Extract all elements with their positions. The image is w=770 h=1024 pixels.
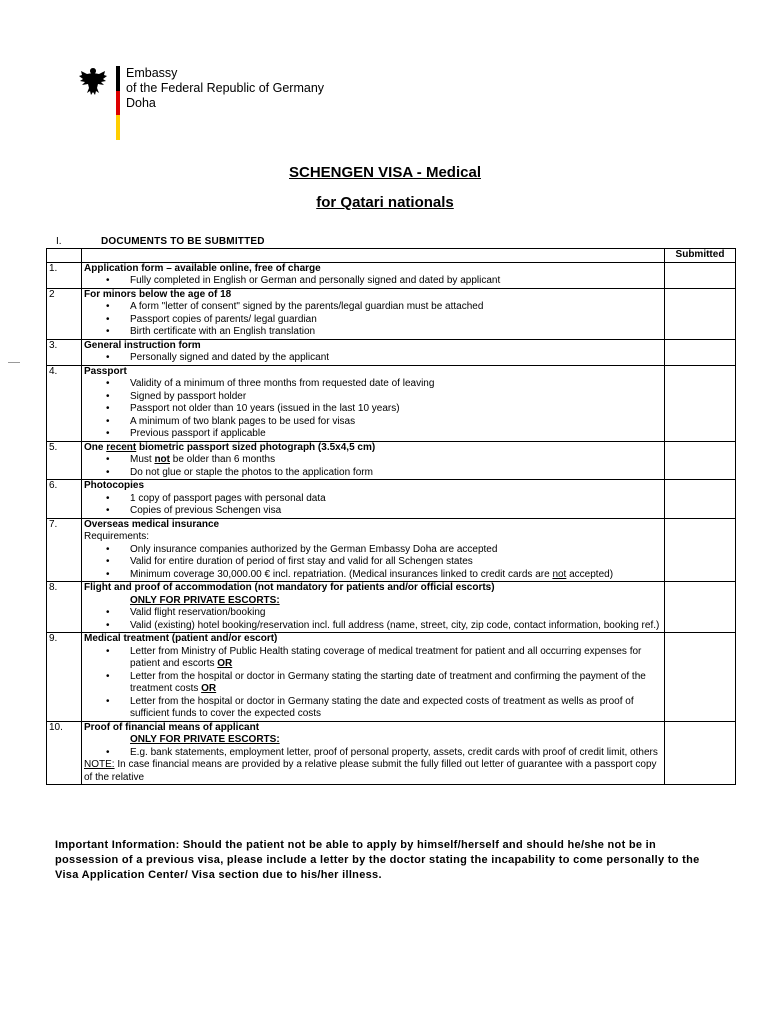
note-text: In case financial means are provided by a relative please submit the fully filled out letter of guarantee with a passport copy of the relative [84,759,657,783]
list-item: • Letter from the hospital or doctor in Germany stating the date and expected costs of treatment as wells as proof of sufficient funds to cover the expected costs [84,696,662,721]
list-item: • Copies of previous Schengen visa [84,505,662,518]
list-item [84,646,662,671]
row-heading: Medical treatment (patient and/or escort) [84,633,278,644]
margin-mark [8,362,20,363]
item-text: Letter from Ministry of Public Health stating coverage of medical treatment for patient and all occurring expenses for patient and escorts [130,645,642,669]
table-row [47,480,736,519]
embassy-line-1: Embassy [126,66,178,80]
item-text: accepted) [566,568,614,580]
row-number: 7. [47,518,82,582]
section-number: I. [56,236,62,247]
row-number: 10. [47,721,82,785]
table-row [47,582,736,633]
row-number: 9. [47,633,82,722]
list-item [84,569,662,582]
row-heading: Passport [84,365,127,377]
embassy-line-2: of the Federal Republic of Germany [126,81,325,95]
row-number: 6. [47,480,82,519]
row-subheading: ONLY FOR PRIVATE ESCORTS: [130,594,280,606]
requirements-label: Requirements: [84,531,150,542]
row-number: 8. [47,582,82,633]
embassy-line-3: Doha [126,96,156,110]
section-title: DOCUMENTS TO BE SUBMITTED [101,236,265,247]
row-heading [84,442,662,455]
row-heading: For minors below the age of 18 [84,288,232,300]
submitted-checkbox-cell[interactable] [665,633,736,722]
row-number: 5. [47,441,82,480]
important-information: Important Information: Should the patient not be able to apply by himself/herself and should he/she not be in possession of a previous visa, please include a letter by the doctor stating the incapability to come personally to the Visa Application Center/ Visa section due to his/her illness. [55,839,700,881]
federal-eagle-icon [78,66,108,98]
row-heading: General instruction form [84,339,201,351]
note-label: NOTE: [84,759,115,770]
submitted-checkbox-cell[interactable] [665,365,736,441]
submitted-checkbox-cell[interactable] [665,339,736,365]
submitted-checkbox-cell[interactable] [665,262,736,288]
item-or: OR [217,658,233,669]
list-item: • Birth certificate with an English translation [84,326,662,339]
submitted-checkbox-cell[interactable] [665,480,736,519]
row-subheading: ONLY FOR PRIVATE ESCORTS: [130,734,280,745]
item-text: Letter from the hospital or doctor in Germany stating the starting date of treatment and confirming the payment of the treatment costs [130,670,646,694]
list-item: • Valid for entire duration of period of first stay and valid for all Schengen states [84,556,662,569]
item-or: OR [201,683,217,694]
row-heading: Proof of financial means of applicant [84,721,260,733]
heading-part: biometric passport sized photograph (3.5x4,5 cm) [136,441,376,453]
item-emphasis: not [154,454,170,465]
submitted-checkbox-cell[interactable] [665,721,736,785]
list-item: • Signed by passport holder [84,391,662,404]
documents-table [46,248,736,785]
submitted-checkbox-cell[interactable] [665,441,736,480]
list-item: • Fully completed in English or German and personally signed and dated by applicant [84,275,662,288]
submitted-checkbox-cell[interactable] [665,518,736,582]
list-item: • Do not glue or staple the photos to the application form [84,467,662,480]
row-heading: Flight and proof of accommodation (not mandatory for patients and/or official escorts) [84,582,495,593]
list-item: • Previous passport if applicable [84,428,662,441]
list-item: • E.g. bank statements, employment letter, proof of personal property, assets, credit cards with proof of credit limit, others [84,747,662,760]
table-row [47,288,736,339]
list-item: • A minimum of two blank pages to be used for visas [84,416,662,429]
table-row [47,633,736,722]
row-heading: Photocopies [84,480,145,491]
list-item: • 1 copy of passport pages with personal data [84,493,662,506]
list-item: • Only insurance companies authorized by the German Embassy Doha are accepted [84,544,662,557]
row-number: 4. [47,365,82,441]
submitted-checkbox-cell[interactable] [665,288,736,339]
item-emphasis: not [552,568,567,580]
list-item: • Personally signed and dated by the applicant [84,352,662,365]
table-row [47,339,736,365]
table-row [47,721,736,785]
row-heading: Overseas medical insurance [84,518,220,530]
list-item: • Valid (existing) hotel booking/reservation incl. full address (name, street, city, zip code, contact information, booking ref.) [84,620,662,633]
item-text: be older than 6 months [170,454,276,465]
item-text: Minimum coverage 30,000.00 € incl. repatriation. (Medical insurances linked to credit cards are [130,568,553,580]
table-row [47,365,736,441]
document-title: SCHENGEN VISA - Medical [289,164,481,181]
row-number: 1. [47,262,82,288]
list-item: • Passport not older than 10 years (issued in the last 10 years) [84,403,662,416]
list-item: • Valid flight reservation/booking [84,607,662,620]
document-subtitle: for Qatari nationals [316,194,454,211]
german-flag-bar [116,66,120,140]
list-item [84,454,662,467]
table-row [47,518,736,582]
item-text: Must [130,454,155,465]
heading-underlined: recent [106,441,137,453]
table-row [47,262,736,288]
submitted-header: Submitted [665,249,736,263]
row-heading: Application form – available online, free of charge [84,262,321,274]
row-number: 3. [47,339,82,365]
row-number: 2 [47,288,82,339]
list-item: • A form "letter of consent" signed by the parents/legal guardian must be attached [84,301,662,314]
table-header-row [47,249,736,263]
list-item: • Validity of a minimum of three months from requested date of leaving [84,378,662,391]
table-row [47,441,736,480]
note [84,759,662,784]
submitted-checkbox-cell[interactable] [665,582,736,633]
list-item: • Passport copies of parents/ legal guardian [84,314,662,327]
embassy-name [126,66,324,111]
heading-part: One [84,441,107,453]
list-item [84,671,662,696]
